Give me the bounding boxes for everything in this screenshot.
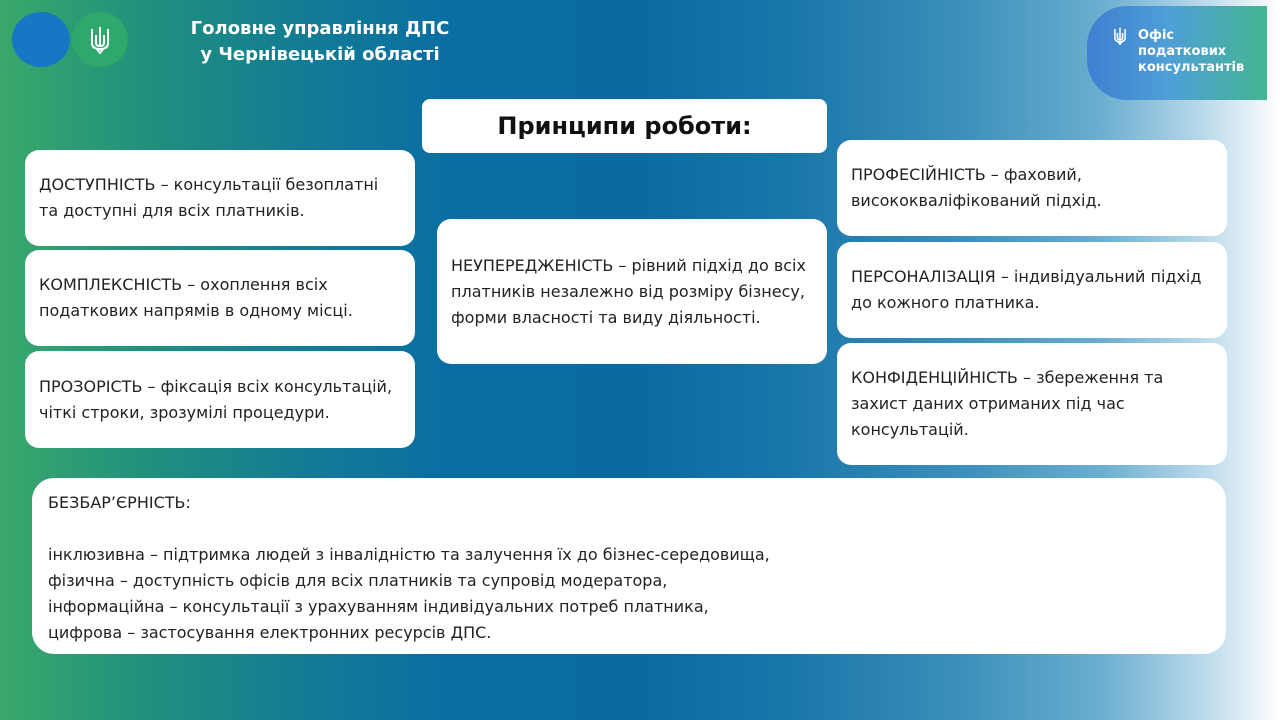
org-line-1: Головне управління ДПС [190,18,450,39]
principle-accessibility: ДОСТУПНІСТЬ – консультації безоплатні та доступні для всіх платників. [39,175,379,220]
organization-name [170,16,470,68]
card-confidentiality [837,343,1227,465]
card-accessibility [25,150,415,246]
page-title: Принципи роботи: [422,99,827,153]
principle-complexity: КОМПЛЕКСНІСТЬ – охоплення всіх податкових напрямів в одному місці. [39,275,353,320]
trident-icon [1113,26,1127,46]
principle-professionalism: ПРОФЕСІЙНІСТЬ – фаховий, висококваліфікований підхід. [851,165,1102,210]
card-complexity [25,250,415,346]
barrier-free-line-physical: фізична – доступність офісів для всіх платників та супровід модератора, [48,571,668,590]
principle-confidentiality: КОНФІДЕНЦІЙНІСТЬ – збереження та захист даних отриманих під час консультацій. [851,368,1164,439]
card-barrier-free [32,478,1226,654]
principle-personalization: ПЕРСОНАЛІЗАЦІЯ – індивідуальний підхід до кожного платника. [851,267,1202,312]
logo-line-2: податкових [1138,44,1227,59]
barrier-free-line-informational: інформаційна – консультації з урахуванням індивідуальних потреб платника, [48,597,709,616]
card-impartiality [437,219,827,364]
logo-text [1138,28,1244,76]
barrier-free-heading: БЕЗБАР’ЄРНІСТЬ: [48,493,191,512]
principle-impartiality: НЕУПЕРЕДЖЕНІСТЬ – рівний підхід до всіх платників незалежно від розміру бізнесу, форми власності та виду діяльності. [451,255,806,327]
blue-circle [12,12,70,67]
trident-icon [89,25,111,55]
logo-line-1: Офіс [1138,28,1175,43]
card-professionalism [837,140,1227,236]
card-transparency [25,351,415,448]
org-line-2: у Чернівецькій області [200,44,440,65]
dps-emblem [72,12,128,67]
principle-transparency: ПРОЗОРІСТЬ – фіксація всіх консультацій, чіткі строки, зрозумілі процедури. [39,376,393,422]
barrier-free-line-digital: цифрова – застосування електронних ресурсів ДПС. [48,623,492,642]
logo-line-3: консультантів [1138,60,1245,75]
card-personalization [837,242,1227,338]
barrier-free-line-inclusive: інклюзивна – підтримка людей з інвалідністю та залучення їх до бізнес-середовища, [48,545,770,564]
